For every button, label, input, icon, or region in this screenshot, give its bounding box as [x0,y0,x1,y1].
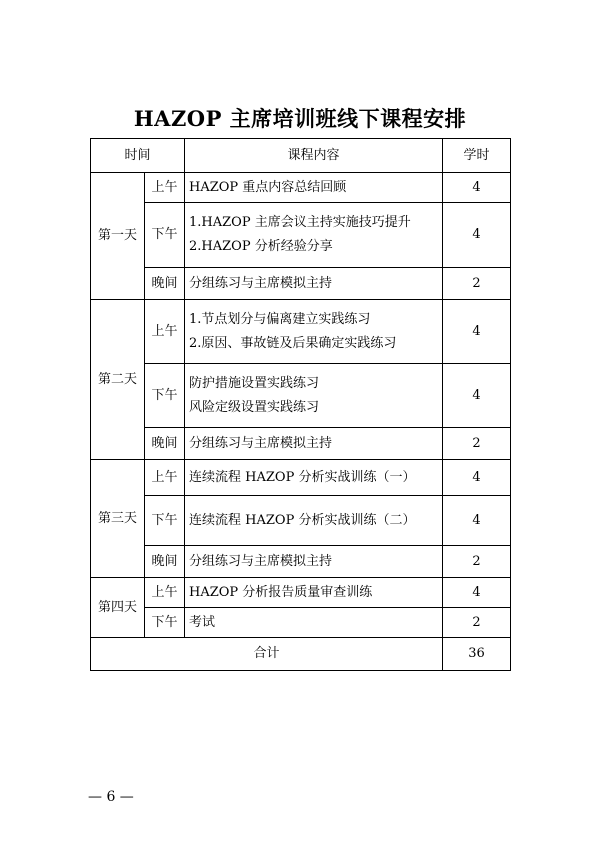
period-label: 下午 [145,608,185,638]
header-row [91,139,511,173]
course-content [185,608,443,638]
period-label: 下午 [145,496,185,546]
document-title: HAZOP 主席培训班线下课程安排 [133,106,467,131]
content-line: 2.原因、事故链及后果确定实践练习 [189,335,397,351]
period-label: 上午 [145,578,185,608]
total-row [91,638,511,671]
content-line: 连续流程 HAZOP 分析实战训练（二） [189,512,416,528]
table-row [91,268,511,300]
content-line: HAZOP 分析报告质量审查训练 [189,584,373,600]
table-row [91,460,511,496]
hours-value: 2 [443,546,511,578]
hours-value: 4 [443,496,511,546]
content-line: HAZOP 重点内容总结回顾 [189,179,347,195]
content-line: 防护措施设置实践练习 [189,375,320,391]
course-content [185,173,443,203]
header-content: 课程内容 [185,139,443,173]
header-time: 时间 [91,139,185,173]
hours-value: 2 [443,268,511,300]
day-label: 第二天 [91,300,145,460]
period-label: 上午 [145,300,185,364]
table-row [91,496,511,546]
course-content [185,496,443,546]
content-line: 考试 [189,614,216,630]
period-label: 下午 [145,364,185,428]
hours-value: 4 [443,364,511,428]
table-row [91,546,511,578]
period-label: 晚间 [145,546,185,578]
page-number: — 6 — [88,789,134,805]
course-content [185,578,443,608]
hours-value: 4 [443,460,511,496]
content-line: 分组练习与主席模拟主持 [189,275,333,291]
period-label: 上午 [145,173,185,203]
course-content [185,300,443,364]
course-content [185,364,443,428]
table-row [91,578,511,608]
course-content [185,460,443,496]
total-label: 合计 [91,638,443,671]
course-content [185,546,443,578]
day-label: 第三天 [91,460,145,578]
content-line: 分组练习与主席模拟主持 [189,553,333,569]
table-row [91,300,511,364]
table-row [91,173,511,203]
content-line: 1.节点划分与偏离建立实践练习 [189,311,371,327]
table-row [91,364,511,428]
day-label: 第一天 [91,173,145,300]
hours-value: 2 [443,608,511,638]
hours-value: 4 [443,173,511,203]
period-label: 上午 [145,460,185,496]
hours-value: 2 [443,428,511,460]
content-line: 风险定级设置实践练习 [189,399,320,415]
period-label: 晚间 [145,428,185,460]
hours-value: 4 [443,578,511,608]
content-line: 连续流程 HAZOP 分析实战训练（一） [189,469,416,485]
table-row [91,203,511,268]
period-label: 晚间 [145,268,185,300]
course-content [185,428,443,460]
table-row [91,428,511,460]
hours-value: 4 [443,300,511,364]
header-hours: 学时 [443,139,511,173]
period-label: 下午 [145,203,185,268]
content-line: 分组练习与主席模拟主持 [189,435,333,451]
content-line: 2.HAZOP 分析经验分享 [189,239,333,254]
course-content [185,268,443,300]
hours-value: 4 [443,203,511,268]
course-content [185,203,443,268]
content-line: 1.HAZOP 主席会议主持实施技巧提升 [189,215,411,231]
day-label: 第四天 [91,578,145,638]
table-row [91,608,511,638]
course-schedule-table [90,138,511,671]
total-hours: 36 [443,638,511,671]
